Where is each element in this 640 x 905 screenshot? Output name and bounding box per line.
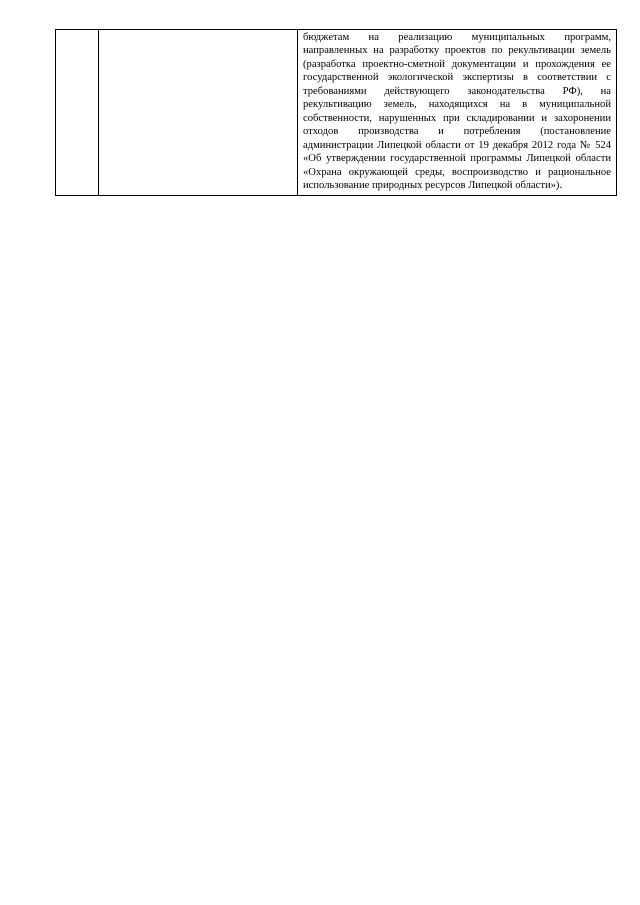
table-row: [56, 30, 617, 196]
table-cell-description: бюджетам на реализацию муниципальных программ, направленных на разработку проектов по рекультивации земель (разработка проектно-сметной документации и прохождения ее государственной экологической экспертизы в соответствии с требованиями действующего законодательства РФ), на рекультивацию земель, находящихся на в муниципальной собственности, нарушенных при складировании и захоронении отходов производства и потребления (постановление администрации Липецкой области от 19 декабря 2012 года № 524 «Об утверждении государственной программы Липецкой области «Охрана окружающей среды, воспроизводство и рациональное использование природных ресурсов Липецкой области»).: [298, 30, 617, 196]
table-cell-name: [99, 30, 298, 196]
table-cell-number: [56, 30, 99, 196]
continuation-table: [55, 29, 617, 196]
